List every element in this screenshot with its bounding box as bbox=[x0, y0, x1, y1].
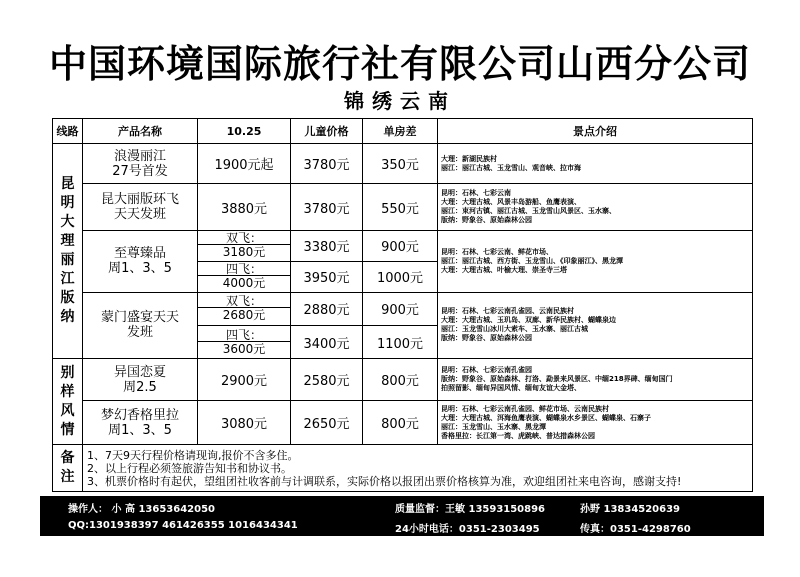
spots: 昆明：石林、七彩云南孔雀园、云南民族村 大理：大理古城、玉玑岛、双廊、新华民族村、蝴蝶泉边 丽江：玉龙雪山冰川大索车、玉水寨、丽江古城 版纳：野象谷、原始森林公园 bbox=[438, 292, 753, 358]
header-product: 产品名称 bbox=[83, 119, 198, 144]
single-room: 900元 bbox=[363, 292, 438, 325]
header-route: 线路 bbox=[53, 119, 83, 144]
single-room: 800元 bbox=[363, 401, 438, 445]
table-row bbox=[53, 230, 753, 261]
operator-contact: 操作人： 小 高 13653642050 bbox=[68, 504, 215, 515]
header-child-price: 儿童价格 bbox=[291, 119, 363, 144]
spots: 昆明：石林、七彩云南孔雀园、鲜花市场、云南民族村 大理：大理古城、洱海鱼鹰表演、蝴蝶泉水乡景区、蝴蝶泉、石寨子 丽江：玉龙雪山、玉水寨、黑龙潭 香格里拉：长江第一湾、虎跳峡、普达措森林公园 bbox=[438, 401, 753, 445]
spots: 大理：新湖民族村 丽江：丽江古城、玉龙雪山、观音峡、拉市海 bbox=[438, 144, 753, 184]
table-row bbox=[53, 401, 753, 445]
child-price: 2650元 bbox=[291, 401, 363, 445]
child-price: 3780元 bbox=[291, 184, 363, 230]
table-row bbox=[53, 292, 753, 325]
spots: 昆明：石林、七彩云南孔雀园 版纳：野象谷、原始森林、打洛、勐景来风景区、中缅218界碑、缅甸国门 拍照留影、缅甸异国风情、缅甸友谊大金塔、 bbox=[438, 359, 753, 401]
product-name: 异国恋夏 周2.5 bbox=[83, 359, 198, 401]
single-room: 800元 bbox=[363, 359, 438, 401]
contact-footer bbox=[40, 496, 764, 536]
price-double-flight: 双飞： 2680元 bbox=[198, 292, 291, 325]
notes-content: 1、7天9天行程价格请现询,报价不含多住。 2、以上行程必须签旅游告知书和协议书。 3、机票价格时有起伏，望组团社收客前与计调联系，实际价格以报团出票价格核算为准，欢迎组团社来电咨询，感谢支持! bbox=[83, 445, 753, 492]
table-row bbox=[53, 144, 753, 184]
single-room: 550元 bbox=[363, 184, 438, 230]
header-spots: 景点介绍 bbox=[438, 119, 753, 144]
spots: 昆明：石林、七彩云南 大理：大理古城、风景丰岛游船、鱼鹰表演、 丽江：束河古镇、丽江古城、玉龙雪山风景区、玉水寨、 版纳：野象谷、原始森林公园 bbox=[438, 184, 753, 230]
product-name: 至尊臻品 周1、3、5 bbox=[83, 230, 198, 292]
child-price: 3400元 bbox=[291, 325, 363, 358]
price-quad-flight: 四飞： 4000元 bbox=[198, 261, 291, 292]
table-row bbox=[53, 184, 753, 230]
price: 1900元起 bbox=[198, 144, 291, 184]
product-name: 浪漫丽江 27号首发 bbox=[83, 144, 198, 184]
notes-row bbox=[53, 445, 753, 492]
fax: 传真：0351-4298760 bbox=[580, 524, 691, 535]
page-subtitle: 锦绣云南 bbox=[344, 89, 456, 113]
sun-contact: 孙野 13834520639 bbox=[580, 504, 681, 515]
table-row bbox=[53, 359, 753, 401]
header-date: 10.25 bbox=[198, 119, 291, 144]
page-title: 中国环境国际旅行社有限公司山西分公司 bbox=[48, 42, 751, 86]
itinerary-table bbox=[52, 118, 753, 492]
price: 3080元 bbox=[198, 401, 291, 445]
spots: 昆明：石林、七彩云南、鲜花市场、 丽江：丽江古城、西方街、玉龙雪山、《印象丽江》、黑龙潭 大理：大理古城、叶榆大理、崇圣寺三塔 bbox=[438, 230, 753, 292]
route-category-kunming: 昆 明 大 理 丽 江 版 纳 bbox=[53, 144, 83, 359]
route-category-special: 别 样 风 情 bbox=[53, 359, 83, 445]
single-room: 1000元 bbox=[363, 261, 438, 292]
price-quad-flight: 四飞： 3600元 bbox=[198, 325, 291, 358]
product-name: 蒙门盛宴天天 发班 bbox=[83, 292, 198, 358]
price: 3880元 bbox=[198, 184, 291, 230]
hotline: 24小时电话：0351-2303495 bbox=[395, 524, 540, 535]
notes-label: 备 注 bbox=[53, 445, 83, 492]
qq-contact: QQ:1301938397 461426355 1016434341 bbox=[68, 520, 298, 531]
price-double-flight: 双飞： 3180元 bbox=[198, 230, 291, 261]
table-header-row bbox=[53, 119, 753, 144]
child-price: 2880元 bbox=[291, 292, 363, 325]
quality-supervisor: 质量监督：王敏 13593150896 bbox=[395, 504, 546, 515]
child-price: 3950元 bbox=[291, 261, 363, 292]
price: 2900元 bbox=[198, 359, 291, 401]
child-price: 3780元 bbox=[291, 144, 363, 184]
product-name: 梦幻香格里拉 周1、3、5 bbox=[83, 401, 198, 445]
child-price: 2580元 bbox=[291, 359, 363, 401]
single-room: 900元 bbox=[363, 230, 438, 261]
single-room: 350元 bbox=[363, 144, 438, 184]
child-price: 3380元 bbox=[291, 230, 363, 261]
single-room: 1100元 bbox=[363, 325, 438, 358]
product-name: 昆大丽版环飞 天天发班 bbox=[83, 184, 198, 230]
header-single-room: 单房差 bbox=[363, 119, 438, 144]
